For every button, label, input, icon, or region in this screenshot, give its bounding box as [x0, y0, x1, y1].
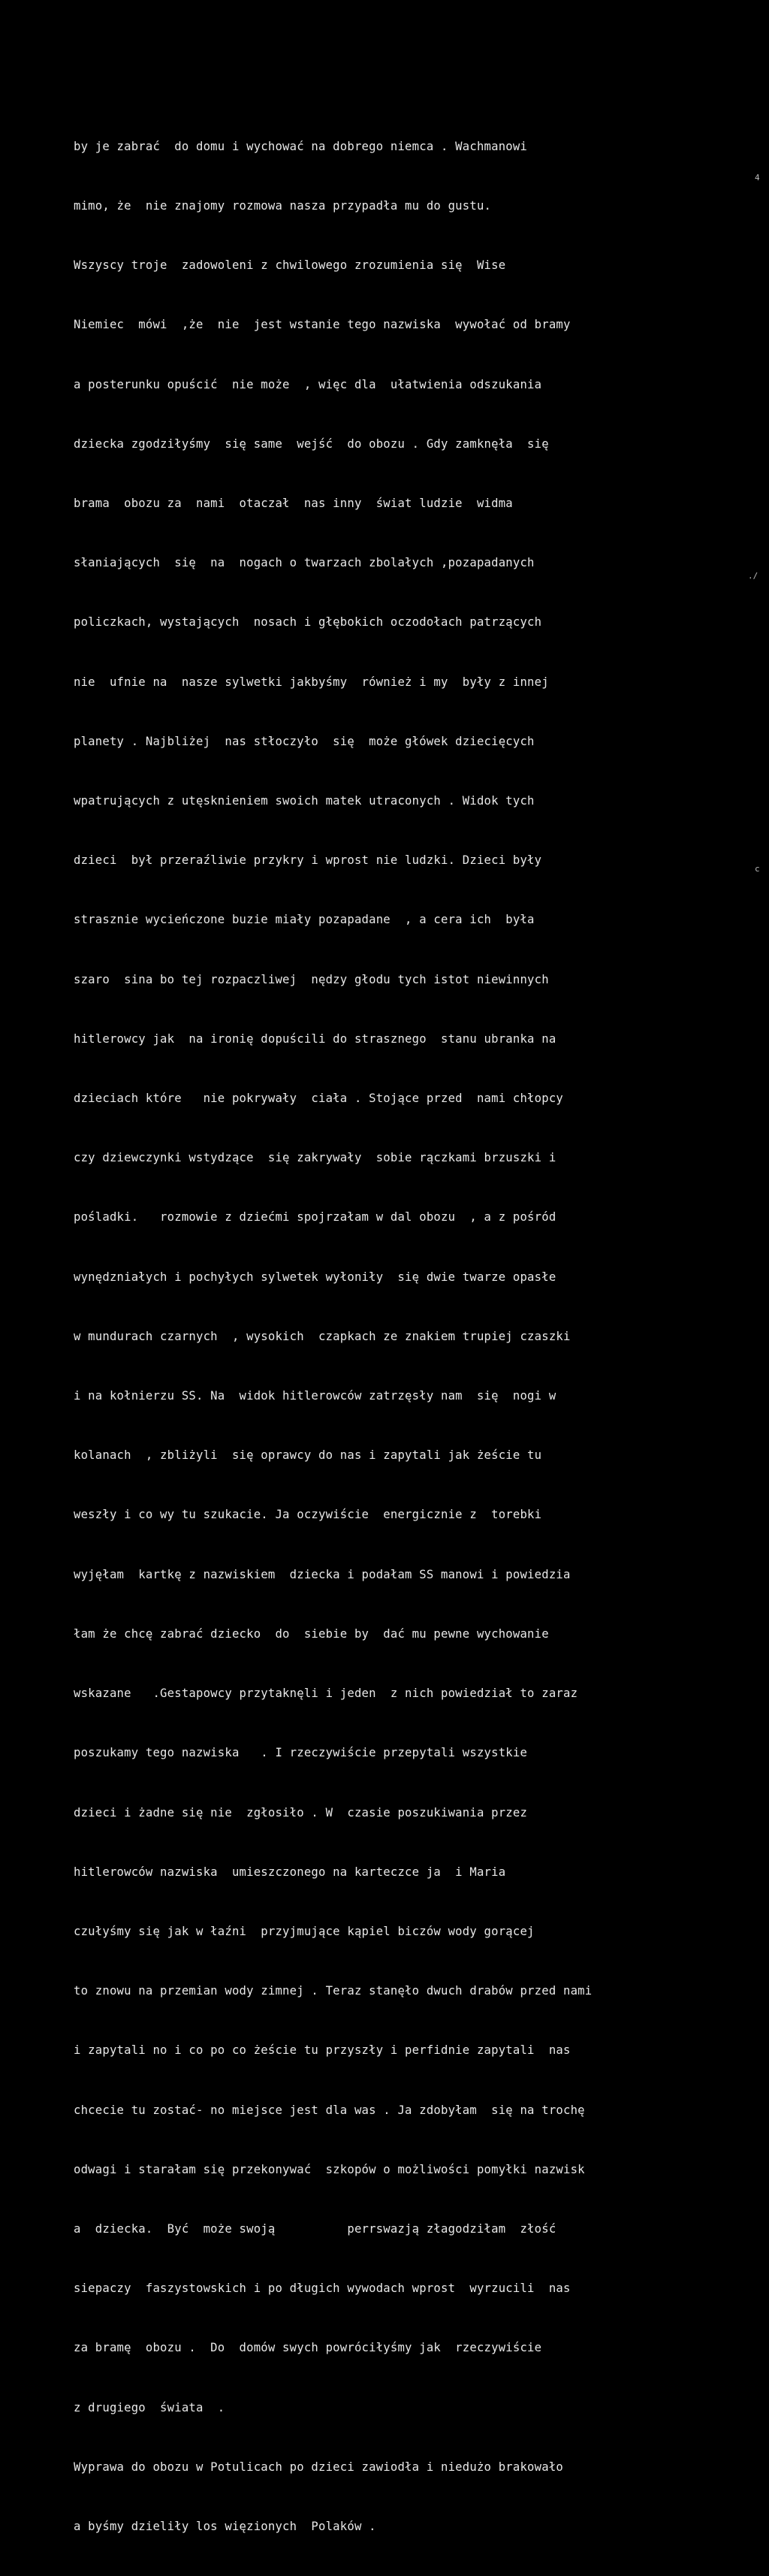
text-line: hitlerowcy jak na ironię dopuścili do strasznego stanu ubranka na	[74, 1031, 556, 1046]
text-line: Wyprawa do obozu w Potulicach po dzieci zawiodła i niedużo brakowało	[74, 2460, 563, 2474]
text-line: czy dziewczynki wstydzące się zakrywały sobie rączkami brzuszki i	[74, 1151, 556, 1165]
text-line: dzieci był przeraźliwie przykry i wprost nie ludzki. Dzieci były	[74, 853, 542, 868]
margin-mark: c	[755, 864, 760, 874]
text-line: słaniających się na nogach o twarzach zbolałych ,pozapadanych	[74, 556, 535, 570]
text-line: w mundurach czarnych , wysokich czapkach ze znakiem trupiej czaszki	[74, 1329, 571, 1343]
text-line: szaro sina bo tej rozpaczliwej nędzy głodu tych istot niewinnych	[74, 972, 549, 986]
text-line: dziecka zgodziłyśmy się same wejść do obozu . Gdy zamknęła się	[74, 436, 549, 451]
margin-mark: 4	[755, 173, 760, 183]
text-line: a dziecka. Być może swoją perrswazją złagodziłam złość	[74, 2221, 556, 2236]
text-line: wskazane .Gestapowcy przytaknęli i jeden z nich powiedział to zaraz	[74, 1687, 578, 1701]
text-line: za bramę obozu . Do domów swych powróciłyśmy jak rzeczywiście	[74, 2341, 542, 2355]
text-line: z drugiego świata .	[74, 2400, 225, 2414]
text-line: Wszyscy troje zadowoleni z chwilowego zrozumienia się Wise	[74, 258, 506, 273]
text-line: dzieciach które nie pokrywały ciała . Stojące przed nami chłopcy	[74, 1092, 563, 1106]
text-line: odwagi i starałam się przekonywać szkopów o możliwości pomyłki nazwisk	[74, 2162, 585, 2176]
text-line: i na kołnierzu SS. Na widok hitlerowców zatrzęsły nam się nogi w	[74, 1389, 556, 1403]
text-line: to znowu na przemian wody zimnej . Teraz stanęło dwuch drabów przed nami	[74, 1984, 593, 1998]
text-line: brama obozu za nami otaczał nas inny świat ludzie widma	[74, 497, 513, 511]
text-line: weszły i co wy tu szukacie. Ja oczywiście energicznie z torebki	[74, 1508, 542, 1522]
text-line: poszukamy tego nazwiska . I rzeczywiście przepytali wszystkie	[74, 1746, 528, 1760]
text-line: nie ufnie na nasze sylwetki jakbyśmy również i my były z innej	[74, 675, 549, 689]
text-line: a posterunku opuścić nie może , więc dla ułatwienia odszukania	[74, 377, 542, 391]
text-line: mimo, że nie znajomy rozmowa nasza przypadła mu do gustu.	[74, 199, 492, 213]
text-line: kolanach , zbliżyli się oprawcy do nas i zapytali jak żeście tu	[74, 1448, 542, 1463]
text-line: wpatrujących z utęsknieniem swoich matek utraconych . Widok tych	[74, 794, 535, 808]
text-line: pośladki. rozmowie z dziećmi spojrzałam w dal obozu , a z pośród	[74, 1210, 556, 1225]
typewritten-text	[74, 97, 674, 2576]
text-line: hitlerowców nazwiska umieszczonego na karteczce ja i Maria	[74, 1865, 506, 1879]
text-line: planety . Najbliżej nas stłoczyło się może główek dziecięcych	[74, 734, 535, 748]
text-line: czułyśmy się jak w łaźni przyjmujące kąpiel biczów wody gorącej	[74, 1924, 535, 1938]
text-line: chcecie tu zostać- no miejsce jest dla was . Ja zdobyłam się na trochę	[74, 2103, 585, 2117]
text-line: policzkach, wystających nosach i głębokich oczodołach patrzących	[74, 615, 542, 630]
text-line: i zapytali no i co po co żeście tu przyszły i perfidnie zapytali nas	[74, 2043, 571, 2058]
text-line: wyjęłam kartkę z nazwiskiem dziecka i podałam SS manowi i powiedzia	[74, 1567, 571, 1581]
text-line: a byśmy dzieliły los więzionych Polaków .	[74, 2519, 376, 2533]
text-line: strasznie wycieńczone buzie miały pozapadane , a cera ich była	[74, 913, 535, 927]
text-line: dzieci i żadne się nie zgłosiło . W czasie poszukiwania przez	[74, 1805, 528, 1820]
margin-mark: ./	[748, 571, 758, 581]
text-line: by je zabrać do domu i wychować na dobrego niemca . Wachmanowi	[74, 139, 528, 153]
text-line: Niemiec mówi ,że nie jest wstanie tego nazwiska wywołać od bramy	[74, 318, 571, 332]
text-line: wynędzniałych i pochyłych sylwetek wyłoniły się dwie twarze opasłe	[74, 1270, 556, 1284]
text-line: łam że chcę zabrać dziecko do siebie by dać mu pewne wychowanie	[74, 1626, 549, 1641]
text-line: siepaczy faszystowskich i po długich wywodach wprost wyrzucili nas	[74, 2282, 571, 2296]
